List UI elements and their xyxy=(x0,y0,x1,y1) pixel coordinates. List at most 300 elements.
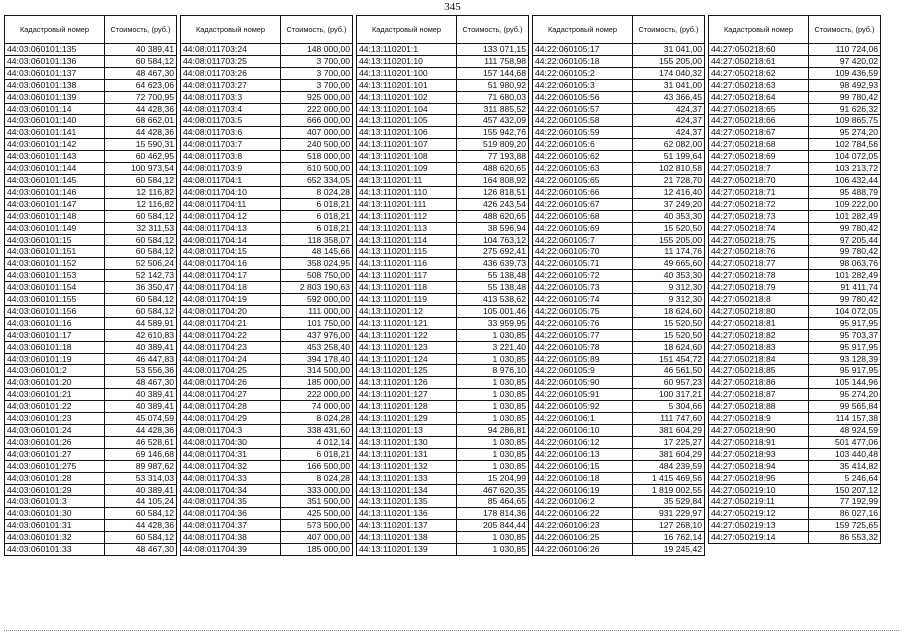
cadastral-number-cell: 44:22:060105:69 xyxy=(533,222,633,234)
table-row xyxy=(5,44,177,56)
cadastral-number-cell: 44:27:050218:63 xyxy=(709,79,809,91)
table-row xyxy=(357,210,529,222)
table-row xyxy=(181,496,353,508)
table-row xyxy=(5,389,177,401)
cadastral-number-cell: 44:08:011703:6 xyxy=(181,127,281,139)
cost-cell: 501 477,06 xyxy=(809,436,881,448)
cost-cell: 60 584,12 xyxy=(105,210,177,222)
cadastral-number-cell: 44:03:060101:140 xyxy=(5,115,105,127)
cost-cell: 95 917,95 xyxy=(809,365,881,377)
cost-cell: 49 665,60 xyxy=(633,258,705,270)
table-row xyxy=(181,163,353,175)
cadastral-number-cell: 44:22:060105:89 xyxy=(533,353,633,365)
table-row xyxy=(357,151,529,163)
cadastral-number-cell: 44:03:060101:146 xyxy=(5,186,105,198)
table-row xyxy=(181,103,353,115)
cost-cell: 222 000,00 xyxy=(281,103,353,115)
table-row xyxy=(181,460,353,472)
cadastral-number-cell: 44:27:050218:87 xyxy=(709,389,809,401)
cadastral-number-cell: 44:27:050218:83 xyxy=(709,341,809,353)
cadastral-number-cell: 44:08:011704:10 xyxy=(181,186,281,198)
cost-cell: 77 192,99 xyxy=(809,496,881,508)
cost-cell: 60 957,23 xyxy=(633,377,705,389)
cost-cell: 18 624,60 xyxy=(633,341,705,353)
table-row xyxy=(533,258,705,270)
cost-cell: 40 389,41 xyxy=(105,389,177,401)
table-row xyxy=(181,353,353,365)
cost-cell: 426 243,54 xyxy=(457,198,529,210)
cost-cell: 109 222,00 xyxy=(809,198,881,210)
table-row xyxy=(709,246,881,258)
table-row xyxy=(709,186,881,198)
cost-cell: 436 639,73 xyxy=(457,258,529,270)
table-row xyxy=(181,246,353,258)
cost-cell: 118 358,07 xyxy=(281,234,353,246)
table-row xyxy=(5,234,177,246)
table-row xyxy=(357,377,529,389)
table-row xyxy=(5,282,177,294)
cost-cell: 32 311,53 xyxy=(105,222,177,234)
table-row xyxy=(709,103,881,115)
cadastral-number-cell: 44:03:060101:28 xyxy=(5,472,105,484)
cadastral-number-cell: 44:03:060101:156 xyxy=(5,305,105,317)
cadastral-number-cell: 44:08:011704:11 xyxy=(181,198,281,210)
cost-cell: 407 000,00 xyxy=(281,532,353,544)
cost-cell: 102 784,56 xyxy=(809,139,881,151)
cadastral-number-cell: 44:22:060105:63 xyxy=(533,163,633,175)
cost-cell: 127 268,10 xyxy=(633,520,705,532)
table-row xyxy=(357,174,529,186)
cadastral-number-cell: 44:27:050218:9 xyxy=(709,413,809,425)
cadastral-number-cell: 44:27:050218:78 xyxy=(709,270,809,282)
table-row xyxy=(533,305,705,317)
cost-cell: 1 030,85 xyxy=(457,448,529,460)
cost-cell: 110 724,06 xyxy=(809,44,881,56)
table-row xyxy=(533,246,705,258)
table-row xyxy=(533,460,705,472)
table-row xyxy=(533,198,705,210)
cost-cell: 1 030,85 xyxy=(457,389,529,401)
cost-cell: 453 258,40 xyxy=(281,341,353,353)
cost-cell: 338 431,60 xyxy=(281,425,353,437)
cost-cell: 1 030,85 xyxy=(457,413,529,425)
cadastral-number-cell: 44:22:060106:23 xyxy=(533,520,633,532)
cost-cell: 4 012,14 xyxy=(281,436,353,448)
cadastral-number-cell: 44:08:011704:24 xyxy=(181,353,281,365)
cost-cell: 150 207,12 xyxy=(809,484,881,496)
cadastral-number-cell: 44:22:060105:90 xyxy=(533,377,633,389)
cadastral-number-cell: 44:27:050218:60 xyxy=(709,44,809,56)
table-row xyxy=(181,448,353,460)
cost-cell: 18 624,60 xyxy=(633,305,705,317)
cadastral-number-cell: 44:08:011703:9 xyxy=(181,163,281,175)
cadastral-number-cell: 44:22:060105:58 xyxy=(533,115,633,127)
cost-cell: 1 030,85 xyxy=(457,460,529,472)
table-row xyxy=(357,79,529,91)
table-row xyxy=(5,341,177,353)
table-row xyxy=(533,401,705,413)
cadastral-number-cell: 44:03:060101:23 xyxy=(5,413,105,425)
cadastral-number-cell: 44:22:060105:57 xyxy=(533,103,633,115)
table-row xyxy=(181,282,353,294)
table-row xyxy=(709,425,881,437)
table-row xyxy=(357,186,529,198)
cost-cell: 52 142,73 xyxy=(105,270,177,282)
cost-cell: 457 432,09 xyxy=(457,115,529,127)
table-row xyxy=(181,186,353,198)
table-row xyxy=(533,210,705,222)
cost-cell: 48 467,30 xyxy=(105,544,177,556)
cadastral-number-cell: 44:13:110201:121 xyxy=(357,317,457,329)
table-row xyxy=(357,544,529,556)
table-row xyxy=(709,234,881,246)
cadastral-number-cell: 44:22:060105:68 xyxy=(533,210,633,222)
cadastral-number-cell: 44:08:011704:31 xyxy=(181,448,281,460)
table-row xyxy=(357,103,529,115)
table-row xyxy=(709,210,881,222)
header-cadastral-number: Кадастровый номер xyxy=(181,16,281,44)
table-row xyxy=(181,294,353,306)
header-cadastral-number: Кадастровый номер xyxy=(5,16,105,44)
cost-cell: 95 274,20 xyxy=(809,389,881,401)
table-row xyxy=(533,436,705,448)
cadastral-number-cell: 44:08:011704:36 xyxy=(181,508,281,520)
cadastral-number-cell: 44:13:110201:128 xyxy=(357,401,457,413)
cadastral-number-cell: 44:22:060105:2 xyxy=(533,67,633,79)
table-row xyxy=(357,139,529,151)
cadastral-number-cell: 44:22:060106:22 xyxy=(533,508,633,520)
cost-cell: 48 467,30 xyxy=(105,67,177,79)
cost-cell: 407 000,00 xyxy=(281,127,353,139)
cost-cell: 185 000,00 xyxy=(281,544,353,556)
cost-cell: 60 584,12 xyxy=(105,508,177,520)
cadastral-number-cell: 44:13:110201:126 xyxy=(357,377,457,389)
cadastral-number-cell: 44:13:110201:108 xyxy=(357,151,457,163)
cadastral-number-cell: 44:13:110201:118 xyxy=(357,282,457,294)
cost-cell: 5 304,66 xyxy=(633,401,705,413)
cadastral-number-cell: 44:22:060105:73 xyxy=(533,282,633,294)
cost-cell: 925 000,00 xyxy=(281,91,353,103)
cadastral-number-cell: 44:03:060101:144 xyxy=(5,163,105,175)
cadastral-number-cell: 44:08:011704:13 xyxy=(181,222,281,234)
cadastral-number-cell: 44:13:110201:122 xyxy=(357,329,457,341)
cadastral-number-cell: 44:13:110201:117 xyxy=(357,270,457,282)
cost-cell: 40 389,41 xyxy=(105,484,177,496)
table-row xyxy=(709,401,881,413)
cost-cell: 95 917,95 xyxy=(809,317,881,329)
cost-cell: 37 249,20 xyxy=(633,198,705,210)
table-row xyxy=(709,139,881,151)
table-row xyxy=(5,413,177,425)
cadastral-number-cell: 44:22:060106:26 xyxy=(533,544,633,556)
table-row xyxy=(357,520,529,532)
cadastral-number-cell: 44:13:110201:13 xyxy=(357,425,457,437)
table-row xyxy=(533,544,705,556)
table-row xyxy=(533,532,705,544)
cadastral-number-cell: 44:08:011704:29 xyxy=(181,413,281,425)
table-row xyxy=(709,294,881,306)
table-row xyxy=(533,186,705,198)
cadastral-number-cell: 44:22:060106:25 xyxy=(533,532,633,544)
cadastral-number-cell: 44:08:011704:25 xyxy=(181,365,281,377)
cadastral-number-cell: 44:13:110201:131 xyxy=(357,448,457,460)
cost-cell: 46 528,61 xyxy=(105,436,177,448)
table-row xyxy=(181,127,353,139)
table-header-row xyxy=(357,16,529,44)
cost-cell: 72 700,95 xyxy=(105,91,177,103)
table-row xyxy=(5,139,177,151)
cadastral-number-cell: 44:22:060105:78 xyxy=(533,341,633,353)
table-row xyxy=(5,460,177,472)
table-row xyxy=(5,294,177,306)
table-row xyxy=(181,472,353,484)
table-row xyxy=(357,425,529,437)
table-row xyxy=(5,472,177,484)
cost-cell: 6 018,21 xyxy=(281,222,353,234)
table-row xyxy=(709,448,881,460)
table-header-row xyxy=(533,16,705,44)
cadastral-number-cell: 44:13:110201:101 xyxy=(357,79,457,91)
cadastral-number-cell: 44:03:060101:24 xyxy=(5,425,105,437)
cadastral-number-cell: 44:22:060106:1 xyxy=(533,413,633,425)
cadastral-number-cell: 44:03:060101:3 xyxy=(5,496,105,508)
table-row xyxy=(709,91,881,103)
cadastral-number-cell: 44:27:050218:80 xyxy=(709,305,809,317)
cost-cell: 1 030,85 xyxy=(457,436,529,448)
table-row xyxy=(709,484,881,496)
table-row xyxy=(709,472,881,484)
table-row xyxy=(5,377,177,389)
table-row xyxy=(533,496,705,508)
table-row xyxy=(533,127,705,139)
cadastral-number-cell: 44:22:060105:66 xyxy=(533,186,633,198)
cost-cell: 100 317,21 xyxy=(633,389,705,401)
table-row xyxy=(357,317,529,329)
header-cost: Стоимость, (руб.) xyxy=(633,16,705,44)
table-row xyxy=(5,532,177,544)
cost-cell: 424,37 xyxy=(633,127,705,139)
table-row xyxy=(357,389,529,401)
table-row xyxy=(709,353,881,365)
cadastral-number-cell: 44:27:050218:91 xyxy=(709,436,809,448)
table-row xyxy=(5,305,177,317)
cadastral-number-cell: 44:08:011704:35 xyxy=(181,496,281,508)
table-row xyxy=(5,127,177,139)
table-row xyxy=(181,484,353,496)
table-row xyxy=(357,305,529,317)
cost-cell: 21 728,70 xyxy=(633,174,705,186)
cost-cell: 53 314,03 xyxy=(105,472,177,484)
table-row xyxy=(5,544,177,556)
cost-cell: 104 072,05 xyxy=(809,151,881,163)
cadastral-number-cell: 44:08:011704:14 xyxy=(181,234,281,246)
cadastral-number-cell: 44:27:050218:94 xyxy=(709,460,809,472)
table-row xyxy=(181,425,353,437)
cost-cell: 51 199,64 xyxy=(633,151,705,163)
table-row xyxy=(5,174,177,186)
cadastral-number-cell: 44:22:060105:67 xyxy=(533,198,633,210)
table-row xyxy=(357,282,529,294)
table-row xyxy=(709,282,881,294)
table-row xyxy=(357,198,529,210)
cadastral-number-cell: 44:08:011703:26 xyxy=(181,67,281,79)
cost-cell: 98 063,76 xyxy=(809,258,881,270)
cadastral-number-cell: 44:03:060101:147 xyxy=(5,198,105,210)
cost-cell: 51 980,92 xyxy=(457,79,529,91)
table-row xyxy=(181,67,353,79)
cadastral-number-cell: 44:27:050219:12 xyxy=(709,508,809,520)
cost-cell: 437 976,00 xyxy=(281,329,353,341)
cost-cell: 314 500,00 xyxy=(281,365,353,377)
table-row xyxy=(5,496,177,508)
cadastral-number-cell: 44:08:011703:3 xyxy=(181,91,281,103)
cost-cell: 62 082,00 xyxy=(633,139,705,151)
table-row xyxy=(709,329,881,341)
cadastral-number-cell: 44:03:060101:152 xyxy=(5,258,105,270)
cadastral-number-cell: 44:13:110201:138 xyxy=(357,532,457,544)
cadastral-number-cell: 44:08:011703:27 xyxy=(181,79,281,91)
cost-cell: 2 803 190,63 xyxy=(281,282,353,294)
table-row xyxy=(533,484,705,496)
table-row xyxy=(357,294,529,306)
table-row xyxy=(5,329,177,341)
table-row xyxy=(533,317,705,329)
table-row xyxy=(181,401,353,413)
cadastral-number-cell: 44:27:050218:93 xyxy=(709,448,809,460)
header-cost: Стоимость, (руб.) xyxy=(281,16,353,44)
cost-cell: 19 245,42 xyxy=(633,544,705,556)
cost-cell: 40 389,41 xyxy=(105,341,177,353)
table-row xyxy=(357,508,529,520)
cost-cell: 610 500,00 xyxy=(281,163,353,175)
cadastral-number-cell: 44:27:050218:95 xyxy=(709,472,809,484)
cadastral-number-cell: 44:22:060106:19 xyxy=(533,484,633,496)
table-row xyxy=(709,55,881,67)
header-cost: Стоимость, (руб.) xyxy=(105,16,177,44)
cadastral-number-cell: 44:13:110201:134 xyxy=(357,484,457,496)
cost-cell: 275 692,41 xyxy=(457,246,529,258)
cadastral-number-cell: 44:08:011704:37 xyxy=(181,520,281,532)
table-row xyxy=(5,365,177,377)
cost-cell: 666 000,00 xyxy=(281,115,353,127)
cadastral-number-cell: 44:22:060105:3 xyxy=(533,79,633,91)
cost-cell: 358 024,95 xyxy=(281,258,353,270)
cost-cell: 95 274,20 xyxy=(809,127,881,139)
table-row xyxy=(709,44,881,56)
cadastral-number-cell: 44:03:060101:33 xyxy=(5,544,105,556)
cadastral-number-cell: 44:27:050218:86 xyxy=(709,377,809,389)
cost-cell: 467 620,35 xyxy=(457,484,529,496)
cost-cell: 105 001,46 xyxy=(457,305,529,317)
cost-cell: 86 027,16 xyxy=(809,508,881,520)
cost-cell: 99 780,42 xyxy=(809,246,881,258)
cost-cell: 3 221,40 xyxy=(457,341,529,353)
table-row xyxy=(533,115,705,127)
table-row xyxy=(533,139,705,151)
cadastral-number-cell: 44:08:011704:39 xyxy=(181,544,281,556)
cadastral-number-cell: 44:13:110201:136 xyxy=(357,508,457,520)
cadastral-number-cell: 44:27:050218:81 xyxy=(709,317,809,329)
cadastral-number-cell: 44:03:060101:18 xyxy=(5,341,105,353)
cost-cell: 101 282,49 xyxy=(809,210,881,222)
cadastral-number-cell: 44:03:060101:15 xyxy=(5,234,105,246)
cadastral-number-cell: 44:27:050218:71 xyxy=(709,186,809,198)
header-cost: Стоимость, (руб.) xyxy=(457,16,529,44)
cadastral-number-cell: 44:22:060106:15 xyxy=(533,460,633,472)
cadastral-number-cell: 44:03:060101:22 xyxy=(5,401,105,413)
table-row xyxy=(709,258,881,270)
table-row xyxy=(5,55,177,67)
table-row xyxy=(709,496,881,508)
table-row xyxy=(709,341,881,353)
cadastral-number-cell: 44:13:110201:107 xyxy=(357,139,457,151)
cost-cell: 424,37 xyxy=(633,115,705,127)
cadastral-number-cell: 44:03:060101:142 xyxy=(5,139,105,151)
table-row xyxy=(5,401,177,413)
cadastral-number-cell: 44:22:060105:72 xyxy=(533,270,633,282)
cost-cell: 100 973,54 xyxy=(105,163,177,175)
cadastral-number-cell: 44:03:060101:141 xyxy=(5,127,105,139)
table-row xyxy=(357,472,529,484)
table-header-row xyxy=(181,16,353,44)
table-row xyxy=(533,365,705,377)
cost-cell: 381 604,29 xyxy=(633,448,705,460)
cadastral-number-cell: 44:08:011704:28 xyxy=(181,401,281,413)
cadastral-number-cell: 44:13:110201:123 xyxy=(357,341,457,353)
table-row xyxy=(5,353,177,365)
cadastral-number-cell: 44:13:110201:135 xyxy=(357,496,457,508)
table-row xyxy=(181,55,353,67)
cost-cell: 1 819 002,55 xyxy=(633,484,705,496)
cost-cell: 55 138,48 xyxy=(457,270,529,282)
cost-cell: 44 428,36 xyxy=(105,103,177,115)
cost-cell: 126 818,51 xyxy=(457,186,529,198)
cadastral-number-cell: 44:03:060101:2 xyxy=(5,365,105,377)
table-row xyxy=(5,270,177,282)
cadastral-number-cell: 44:22:060105:62 xyxy=(533,151,633,163)
cadastral-number-cell: 44:03:060101:139 xyxy=(5,91,105,103)
cadastral-number-cell: 44:13:110201:100 xyxy=(357,67,457,79)
cadastral-number-cell: 44:27:050218:7 xyxy=(709,163,809,175)
cost-cell: 8 024,28 xyxy=(281,186,353,198)
cadastral-number-cell: 44:22:060105:71 xyxy=(533,258,633,270)
cost-cell: 488 620,65 xyxy=(457,163,529,175)
header-cadastral-number: Кадастровый номер xyxy=(709,16,809,44)
cost-cell: 311 885,52 xyxy=(457,103,529,115)
cost-cell: 351 500,00 xyxy=(281,496,353,508)
cost-cell: 3 700,00 xyxy=(281,67,353,79)
cadastral-number-cell: 44:03:060101:155 xyxy=(5,294,105,306)
cost-cell: 101 750,00 xyxy=(281,317,353,329)
cadastral-number-cell: 44:03:060101:137 xyxy=(5,67,105,79)
cost-cell: 99 780,42 xyxy=(809,91,881,103)
cadastral-number-cell: 44:08:011704:16 xyxy=(181,258,281,270)
cost-cell: 11 174,76 xyxy=(633,246,705,258)
cadastral-number-cell: 44:22:060105:70 xyxy=(533,246,633,258)
cost-cell: 155 205,00 xyxy=(633,234,705,246)
cost-cell: 93 128,39 xyxy=(809,353,881,365)
cost-cell: 89 987,62 xyxy=(105,460,177,472)
table-row xyxy=(533,44,705,56)
cost-cell: 148 000,00 xyxy=(281,44,353,56)
cadastral-number-cell: 44:22:060106:2 xyxy=(533,496,633,508)
cadastral-number-cell: 44:22:060105:92 xyxy=(533,401,633,413)
cost-cell: 205 844,44 xyxy=(457,520,529,532)
cost-cell: 109 436,59 xyxy=(809,67,881,79)
cost-cell: 15 590,31 xyxy=(105,139,177,151)
table-row xyxy=(533,294,705,306)
footer-noise-line xyxy=(4,630,899,635)
